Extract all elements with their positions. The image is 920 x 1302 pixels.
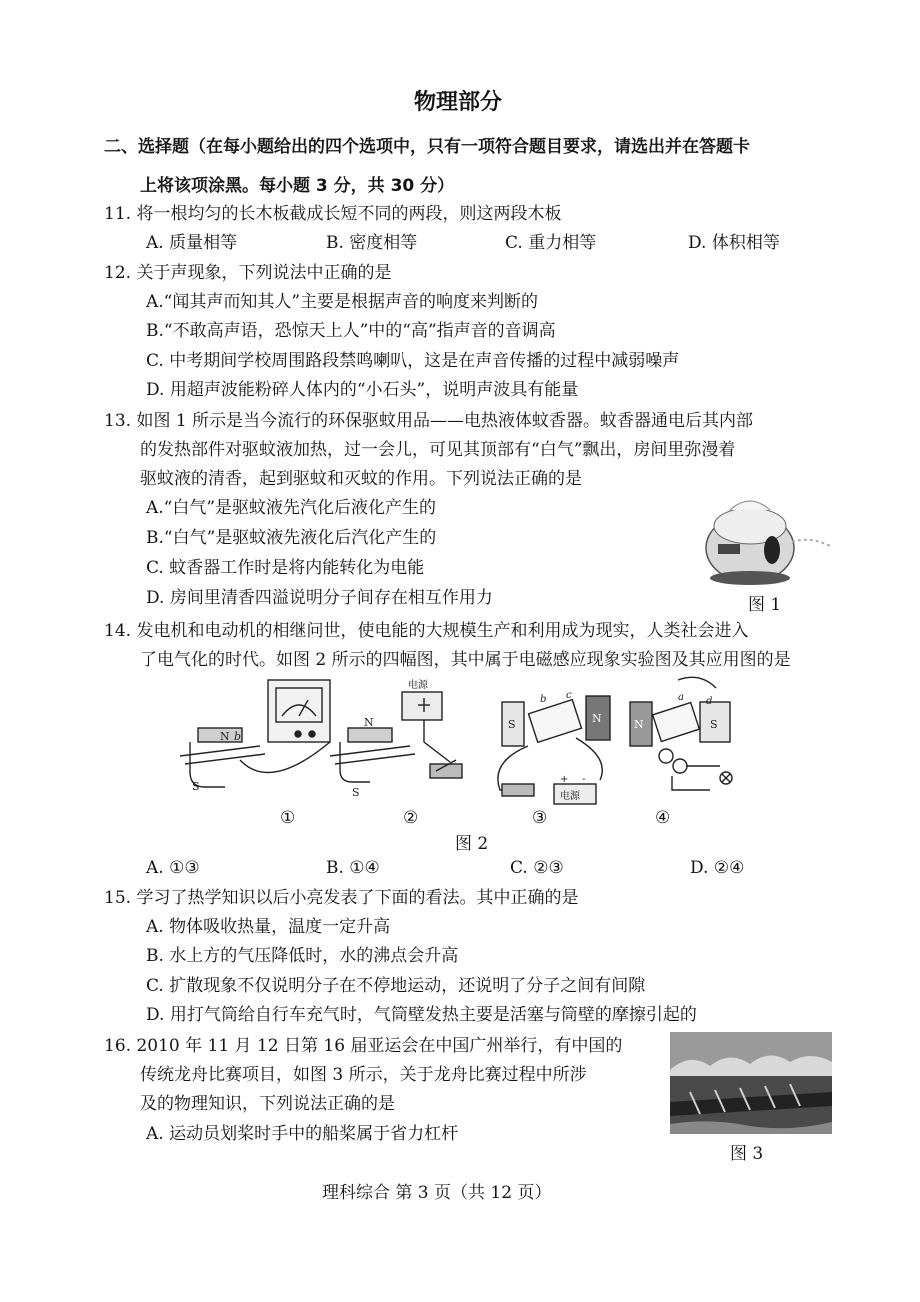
question-15-stem: 15. 学习了热学知识以后小亮发表了下面的看法。其中正确的是 xyxy=(104,888,579,908)
diagram-2-power-label: 电源 xyxy=(408,680,428,691)
figure-2-number-2: ② xyxy=(403,808,419,828)
q14-option-d: D. ②④ xyxy=(690,858,745,878)
question-16-stem-line3: 及的物理知识，下列说法正确的是 xyxy=(140,1094,395,1114)
diagram-2-s-label: S xyxy=(352,786,360,799)
diagram-3-b-label: b xyxy=(540,694,547,705)
diagram-4-s-label: S xyxy=(710,718,718,731)
figure-3-caption: 图 3 xyxy=(730,1144,764,1164)
diagram-3-plus-label: + xyxy=(560,774,569,785)
diagram-1-s-label: S xyxy=(192,780,200,793)
question-13-stem-line3: 驱蚊液的清香，起到驱蚊和灭蚊的作用。下列说法正确的是 xyxy=(140,469,582,489)
q11-option-a: A. 质量相等 xyxy=(146,233,238,253)
diagram-3-n-label: N xyxy=(592,712,602,725)
section-heading-line2: 上将该项涂黑。每小题 3 分，共 30 分） xyxy=(140,176,455,196)
diagram-3-power-label: 电源 xyxy=(560,791,580,802)
diagram-3-c-label: c xyxy=(566,690,572,701)
q14-option-b: B. ①④ xyxy=(326,858,380,878)
question-16-stem-line1: 16. 2010 年 11 月 12 日第 16 届亚运会在中国广州举行，有中国的 xyxy=(104,1036,623,1056)
page-footer: 理科综合 第 3 页（共 12 页） xyxy=(322,1183,552,1203)
q15-option-a: A. 物体吸收热量，温度一定升高 xyxy=(146,917,391,937)
q11-option-d: D. 体积相等 xyxy=(688,233,780,253)
question-11-stem: 11. 将一根均匀的长木板截成长短不同的两段，则这两段木板 xyxy=(104,204,562,224)
diagram-1 xyxy=(180,680,330,787)
question-12-stem: 12. 关于声现象，下列说法中正确的是 xyxy=(104,263,392,283)
electromagnetism-figures xyxy=(180,672,750,812)
q14-option-a: A. ①③ xyxy=(146,858,200,878)
q13-option-b: B.“白气”是驱蚊液先液化后汽化产生的 xyxy=(146,528,437,548)
question-14-stem-line2: 了电气化的时代。如图 2 所示的四幅图，其中属于电磁感应现象实验图及其应用图的是 xyxy=(140,650,791,670)
page-title: 物理部分 xyxy=(414,90,503,115)
diagram-1-b-label: b xyxy=(234,730,242,743)
q15-option-c: C. 扩散现象不仅说明分子在不停地运动，还说明了分子之间有间隙 xyxy=(146,976,646,996)
q13-option-d: D. 房间里清香四溢说明分子间存在相互作用力 xyxy=(146,588,493,608)
diagram-1-n-label: N xyxy=(220,730,230,743)
diagram-4-n-label: N xyxy=(634,718,644,731)
q15-option-b: B. 水上方的气压降低时，水的沸点会升高 xyxy=(146,946,459,966)
q12-option-a: A.“闻其声而知其人”主要是根据声音的响度来判断的 xyxy=(146,292,539,312)
q14-option-c: C. ②③ xyxy=(510,858,564,878)
section-heading-line1: 二、选择题（在每小题给出的四个选项中，只有一项符合题目要求，请选出并在答题卡 xyxy=(104,137,750,157)
q11-option-b: B. 密度相等 xyxy=(326,233,418,253)
figure-2-number-3: ③ xyxy=(532,808,548,828)
question-16-stem-line2: 传统龙舟比赛项目，如图 3 所示，关于龙舟比赛过程中所涉 xyxy=(140,1065,587,1085)
q15-option-d: D. 用打气筒给自行车充气时，气筒壁发热主要是活塞与筒壁的摩擦引起的 xyxy=(146,1005,697,1025)
question-13-stem-line1: 13. 如图 1 所示是当今流行的环保驱蚊用品——电热液体蚊香器。蚊香器通电后其内部 xyxy=(104,411,754,431)
q12-option-d: D. 用超声波能粉碎人体内的“小石头”，说明声波具有能量 xyxy=(146,380,579,400)
diagram-4-d-label: d xyxy=(706,696,713,707)
diagram-3-s-label: S xyxy=(508,718,516,731)
mosquito-repeller-image xyxy=(700,490,840,590)
diagram-3-minus-label: - xyxy=(582,774,586,785)
q13-option-a: A.“白气”是驱蚊液先汽化后液化产生的 xyxy=(146,498,437,518)
figure-1-caption: 图 1 xyxy=(748,595,782,615)
figure-2-number-1: ① xyxy=(280,808,296,828)
diagram-4-a-label: a xyxy=(678,692,684,703)
q11-option-c: C. 重力相等 xyxy=(505,233,597,253)
diagram-2-n-label: N xyxy=(364,716,374,729)
diagram-2 xyxy=(330,692,462,782)
question-13-stem-line2: 的发热部件对驱蚊液加热，过一会儿，可见其顶部有“白气”飘出，房间里弥漫着 xyxy=(140,440,736,460)
q12-option-b: B.“不敢高声语，恐惊天上人”中的“高”指声音的音调高 xyxy=(146,321,556,341)
figure-2-caption: 图 2 xyxy=(455,834,489,854)
q12-option-c: C. 中考期间学校周围路段禁鸣喇叭，这是在声音传播的过程中减弱噪声 xyxy=(146,351,680,371)
question-14-stem-line1: 14. 发电机和电动机的相继问世，使电能的大规模生产和利用成为现实，人类社会进入 xyxy=(104,621,749,641)
figure-2-number-4: ④ xyxy=(655,808,671,828)
q16-option-a: A. 运动员划桨时手中的船桨属于省力杠杆 xyxy=(146,1124,459,1144)
dragon-boat-photo xyxy=(670,1032,832,1134)
q13-option-c: C. 蚊香器工作时是将内能转化为电能 xyxy=(146,558,425,578)
